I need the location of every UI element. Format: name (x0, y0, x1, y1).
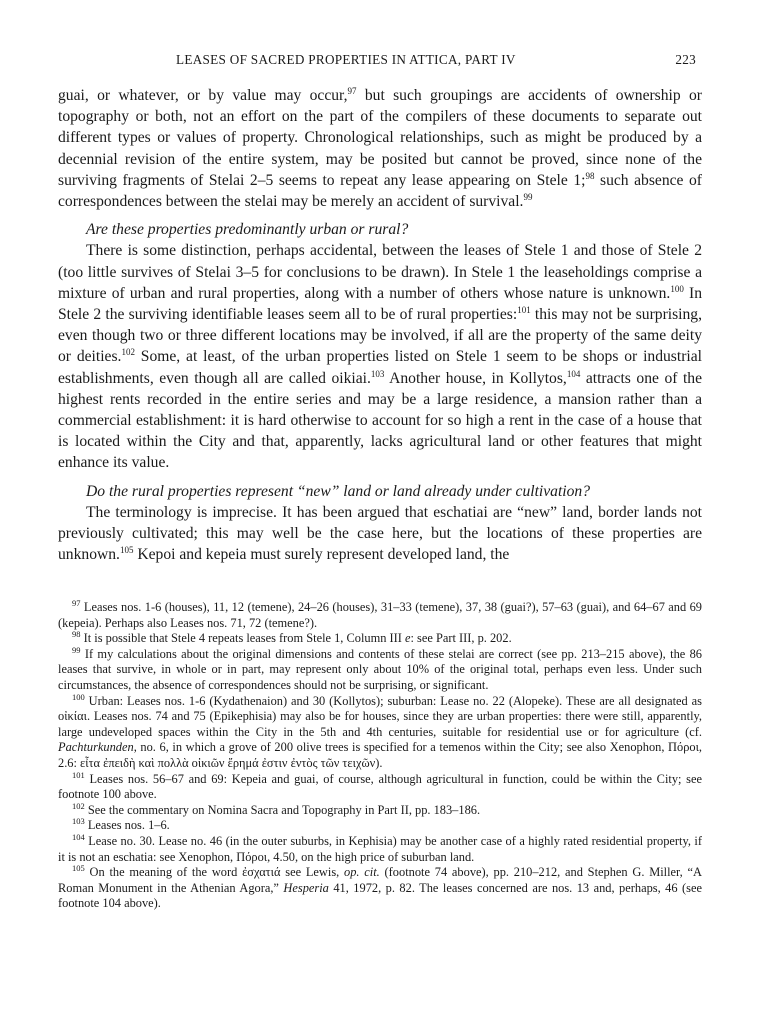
main-text (58, 85, 702, 565)
footnote-ref-104[interactable]: 104 (566, 368, 581, 379)
running-header (58, 52, 696, 70)
footnote-ref-100[interactable]: 100 (670, 283, 684, 294)
footnotes (58, 600, 702, 912)
section-question-2: Do the rural properties represent “new” land or land already under cultivation? (86, 482, 591, 500)
paragraph-2: There is some distinction, perhaps accidental, between the leases of Stele 1 and those of Stele 2 (too little survives of Stelai 3–5 for conclusions to be drawn). In Stele 1 the leaseholdings comprise a mixture of urban and rural properties, along with a number of others whose nature is unknown.$^{100}$ In Stele 2 the surviving identifiable leases seem all to be of rural properties:$^{101}$ this may not be surprising, even though two or three different locations may be involved, if all are the property of the same deity or deities.$^{102}$ Some, at least, of the urban properties listed on Stele 1 seem to be shops or industrial establishments, even though all are called oikiai.$^{103}$ Another house, in Kollytos,$^{104}$ attracts one of the highest rents recorded in the entire series and may be a large residence, a mansion rather than a commercial establishment: it is hard otherwise to account for so high a rent in the case of a house that is located within the City and that, apparently, lacks agricultural land or other features that might enhance its value. (58, 242, 703, 472)
footnote-ref-97[interactable]: 97 (347, 86, 357, 96)
footnote-ref-103[interactable]: 103 (370, 368, 385, 379)
footnote-ref-98[interactable]: 98 (585, 170, 595, 181)
running-title: LEASES OF SACRED PROPERTIES IN ATTICA, PART IV (176, 52, 516, 67)
footnote-ref-99[interactable]: 99 (523, 192, 533, 203)
footnote-99: $^{99}$ If my calculations about the original dimensions and contents of these stelai are correct (see pp. 213–215 above), the 86 leases that survive, in whole or in part, may represent only about 10% of the original total, perhaps even less. Under such circumstances, the absence of correspondences should not be surprising, or significant. (58, 644, 702, 692)
footnote-ref-101[interactable]: 101 (517, 305, 531, 316)
footnote-98: $^{98}$ It is possible that Stele 4 repeats leases from Stele 1, Column III e: see Part III, p. 202. (72, 629, 512, 646)
footnote-104: $^{104}$ Lease no. 30. Lease no. 46 (in the outer suburbs, in Kephisia) may be another case of a highly rated residential property, if it is not an eschatia: see Xenophon, Πόροι, 4.50, on the high price of suburban land. (58, 831, 702, 864)
footnote-ref-102[interactable]: 102 (121, 347, 135, 358)
footnote-103: $^{103}$ Leases nos. 1–6. (72, 816, 170, 833)
paragraph-1: guai, or whatever, or by value may occur,$^{97}$ but such groupings are accidents of ownership or topography or both, not an effort on the part of the compilers of these documents to separate out different types or values of property. Chronological relationships, such as might be produced by a decennial revision of the entire system, may be posited but cannot be proved, since none of the surviving fragments of Stelai 2–5 seems to repeat any lease appearing on Stele 1;$^{98}$ such absence of correspondences between the stelai may be merely an accident of survival.$^{99}$ (58, 86, 703, 211)
paragraph-3: The terminology is imprecise. It has been argued that eschatiai are “new” land, border lands not previously cultivated; this may well be the case here, but the locations of these properties are unknown.$^{105}$ Kepoi and kepeia must surely represent developed land, the (58, 503, 702, 564)
footnote-102: $^{102}$ See the commentary on Nomina Sacra and Topography in Part II, pp. 183–186. (72, 800, 481, 817)
section-question-1: Are these properties predominantly urban or rural? (86, 221, 409, 239)
page-number: 223 (675, 52, 696, 67)
footnote-ref-105[interactable]: 105 (119, 545, 134, 556)
footnote-101: $^{101}$ Leases nos. 56–67 and 69: Kepeia and guai, of course, although agricultural in function, could be within the City; see footnote 100 above. (58, 769, 702, 802)
footnote-105: $^{105}$ On the meaning of the word ἐσχατιά see Lewis, op. cit. (footnote 74 above), pp. 210–212, and Stephen G. Miller, “A Roman Monument in the Athenian Agora,” Hesperia 41, 1972, p. 82. The leases concerned are nos. 13 and, perhaps, 46 (see footnote 104 above). (58, 863, 703, 911)
footnote-97: $^{97}$ Leases nos. 1-6 (houses), 11, 12 (temene), 24–26 (houses), 31–33 (temene), 37, 38 (guai?), 57–63 (guai), and 64–67 and 69 (kepeia). Perhaps also Leases nos. 71, 72 (temene?). (58, 598, 702, 630)
footnote-100: $^{100}$ Urban: Leases nos. 1-6 (Kydathenaion) and 30 (Kollytos); suburban: Lease no. 22 (Alopeke). These are all designated as οἰκίαι. Leases nos. 74 and 75 (Epikephisia) may also be for houses, since they are urban properties: there were still, apparently, large undeveloped spaces within the City in the 5th and 4th centuries, suitable for residential use or for agriculture (cf. Pachturkunden, no. 6, in which a grove of 200 olive trees is specified for a temenos within the City; see also Xenophon, Πόροι, 2.6: εἶτα ἐπειδὴ καὶ πολλὰ οἰκιῶν ἔρημά ἐστιν ἐντὸς τῶν τειχῶν). (58, 691, 702, 770)
